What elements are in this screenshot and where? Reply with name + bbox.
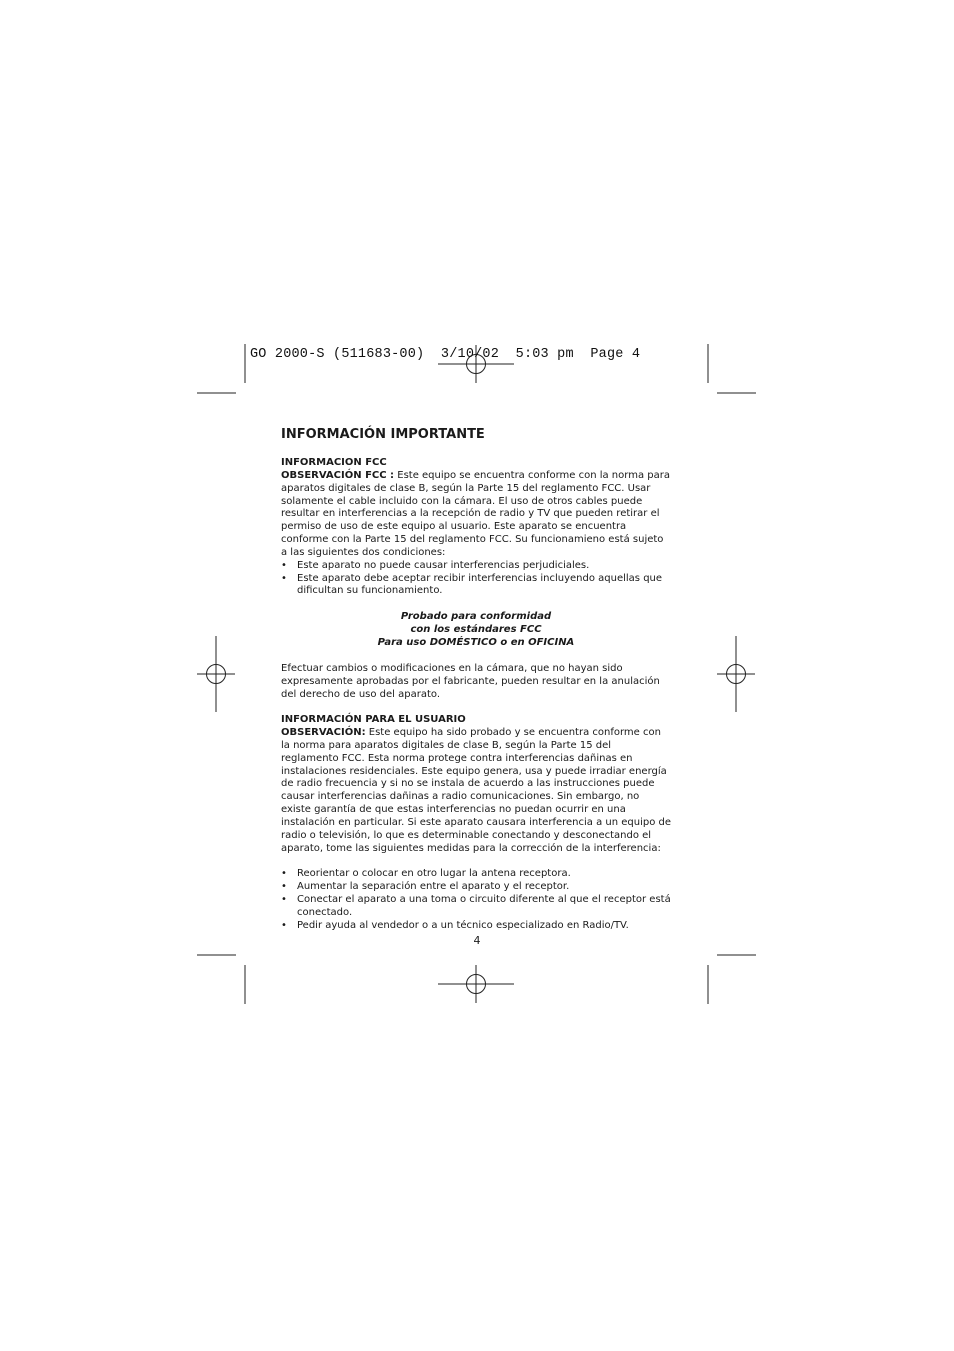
list-item: • Reorientar o colocar en otro lugar la antena receptora.	[281, 868, 671, 881]
fcc-tested-notice	[281, 611, 671, 650]
fcc-body-text: Este equipo se encuentra conforme con la norma para aparatos digitales de clase B, según la Parte 15 del reglamento FCC. Usar solamente el cable incluido con la cámara. El uso de otros cables puede resultar en interferencias a la recepción de radio y TV que pueden retirar el permiso de uso de este equipo al usuario. Este aparato se encuentra conforme con la Parte 15 del reglamento FCC. Su funcionamieno está sujeto a las siguientes dos condiciones:	[281, 469, 670, 558]
page-content	[281, 426, 671, 933]
user-info-lead-label: OBSERVACIÓN:	[281, 727, 366, 739]
registration-mark-right	[717, 636, 755, 712]
list-item: • Aumentar la separación entre el aparato y el receptor.	[281, 881, 671, 894]
registration-mark-bottom	[438, 965, 514, 1003]
user-info-paragraph	[281, 727, 671, 855]
print-slug-line: GO 2000-S (511683-00) 3/10/02 5:03 pm Page 4	[250, 347, 641, 362]
page-title: INFORMACIÓN IMPORTANTE	[281, 427, 485, 442]
fcc-section	[281, 457, 671, 701]
list-item: • Este aparato debe aceptar recibir interferencias incluyendo aquellas que dificultan su funcionamiento.	[281, 573, 671, 599]
tested-line: Para uso DOMÉSTICO o en OFICINA	[377, 636, 575, 648]
list-item: • Conectar el aparato a una toma o circuito diferente al que el receptor está conectado.	[281, 894, 671, 920]
tested-line: Probado para conformidad	[400, 611, 552, 623]
user-info-heading: INFORMACIÓN PARA EL USUARIO	[281, 714, 466, 726]
tested-line: con los estándares FCC	[410, 624, 542, 636]
fcc-lead-label: OBSERVACIÓN FCC :	[281, 469, 395, 481]
user-info-body-text: Este equipo ha sido probado y se encuentra conforme con la norma para aparatos digitales de clase B, según la Parte 15 del reglamento FCC. Esta norma protege contra interferencias dañinas en instalaciones residenciales. Este equipo genera, usa y puede irradiar energía de radio frecuencia y si no se instala de acuerdo a las instrucciones puede causar interferencias dañinas a radio comunicaciones. Sin embargo, no existe garantía de que estas interferencias no puedan ocurrir en una instalación en particular. Si este aparato causara interferencia a un equipo de radio o televisión, lo que es determinable conectando y desconectando el aparato, tome las siguientes medidas para la corrección de la interferencia:	[281, 727, 671, 854]
registration-mark-left	[197, 636, 235, 712]
fcc-heading: INFORMACION FCC	[281, 457, 387, 468]
list-item: • Este aparato no puede causar interferencias perjudiciales.	[281, 560, 671, 573]
user-info-section	[281, 714, 671, 932]
correction-measures-list	[281, 868, 671, 932]
fcc-conditions-list	[281, 560, 671, 599]
page-number: 4	[473, 934, 481, 947]
modifications-paragraph: Efectuar cambios o modificaciones en la cámara, que no hayan sido expresamente aprobadas por el fabricante, pueden resultar en la anulación del derecho de uso del aparato.	[281, 662, 660, 700]
fcc-paragraph	[281, 470, 671, 560]
list-item: • Pedir ayuda al vendedor o a un técnico especializado en Radio/TV.	[281, 920, 671, 933]
